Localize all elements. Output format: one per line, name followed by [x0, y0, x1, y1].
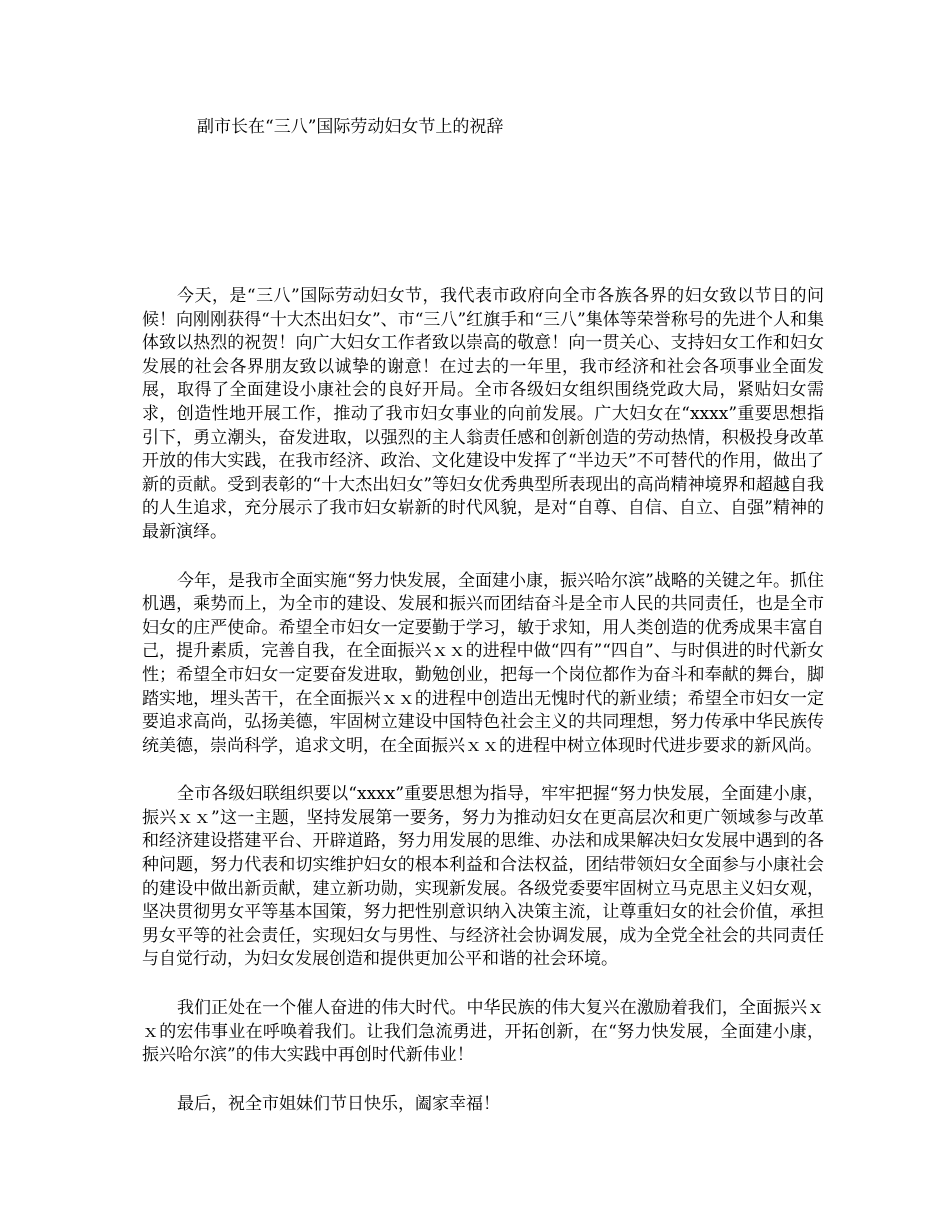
paragraph-closing: 最后，祝全市姐妹们节日快乐，阖家幸福！ [177, 1093, 500, 1114]
paragraph-greeting: 今天，是“三八”国际劳动妇女节，我代表市政府向全市各族各界的妇女致以节日的问候！向刚刚获得“十大杰出妇女”、市“三八”红旗手和“三八”集体等荣誉称号的先进个人和集体致以热烈的祝贺！向广大妇女工作者致以崇高的敬意！向一贯关心、支持妇女工作和妇女发展的社会各界朋友致以诚挚的谢意！在过去的一年里，我市经济和社会各项事业全面发展，取得了全面建设小康社会的良好开局。全市各级妇女组织围绕党政大局，紧贴妇女需求，创造性地开展工作，推动了我市妇女事业的向前发展。广大妇女在“xxxx”重要思想指引下，勇立潮头，奋发进取，以强烈的主人翁责任感和创新创造的劳动热情，积极投身改革开放的伟大实践，在我市经济、政治、文化建设中发挥了“半边天”不可替代的作用，做出了新的贡献。受到表彰的“十大杰出妇女”等妇女优秀典型所表现出的高尚精神境界和超越自我的人生追求，充分展示了我市妇女崭新的时代风貌，是对“自尊、自信、自立、自强”精神的最新演绎。 [142, 286, 824, 542]
paragraph-womens-federation: 全市各级妇联组织要以“xxxx”重要思想为指导，牢牢把握“努力快发展，全面建小康，振兴ｘｘ”这一主题，坚持发展第一要务，努力为推动妇女在更高层次和更广领域参与改革和经济建设搭建平台、开辟道路，努力用发展的思维、办法和成果解决妇女发展中遇到的各种问题，努力代表和切实维护妇女的根本利益和合法权益，团结带领妇女全面参与小康社会的建设中做出新贡献，建立新功勋，实现新发展。各级党委要牢固树立马克思主义妇女观，坚决贯彻男女平等基本国策，努力把性别意识纳入决策主流，让尊重妇女的社会价值，承担男女平等的社会责任，实现妇女与男性、与经济社会协调发展，成为全党全社会的共同责任与自觉行动，为妇女发展创造和提供更加公平和谐的社会环境。 [142, 784, 824, 970]
paragraph-strategy: 今年，是我市全面实施“努力快发展，全面建小康，振兴哈尔滨”战略的关键之年。抓住机遇，乘势而上，为全市的建设、发展和振兴而团结奋斗是全市人民的共同责任，也是全市妇女的庄严使命。希望全市妇女一定要勤于学习，敏于求知，用人类创造的优秀成果丰富自己，提升素质，完善自我，在全面振兴ｘｘ的进程中做“四有”“四自”、与时俱进的时代新女性；希望全市妇女一定要奋发进取，勤勉创业，把每一个岗位都作为奋斗和奉献的舞台，脚踏实地，埋头苦干，在全面振兴ｘｘ的进程中创造出无愧时代的新业绩；希望全市妇女一定要追求高尚，弘扬美德，牢固树立建设中国特色社会主义的共同理想，努力传承中华民族传统美德，崇尚科学，追求文明，在全面振兴ｘｘ的进程中树立体现时代进步要求的新风尚。 [142, 570, 824, 756]
document-title: 副市长在“三八”国际劳动妇女节上的祝辞 [197, 117, 504, 137]
paragraph-era: 我们正处在一个催人奋进的伟大时代。中华民族的伟大复兴在激励着我们，全面振兴ｘｘ的宏伟事业在呼唤着我们。让我们急流勇进，开拓创新，在“努力快发展，全面建小康，振兴哈尔滨”的伟大实践中再创时代新伟业！ [142, 998, 824, 1066]
document-body [142, 285, 824, 1141]
